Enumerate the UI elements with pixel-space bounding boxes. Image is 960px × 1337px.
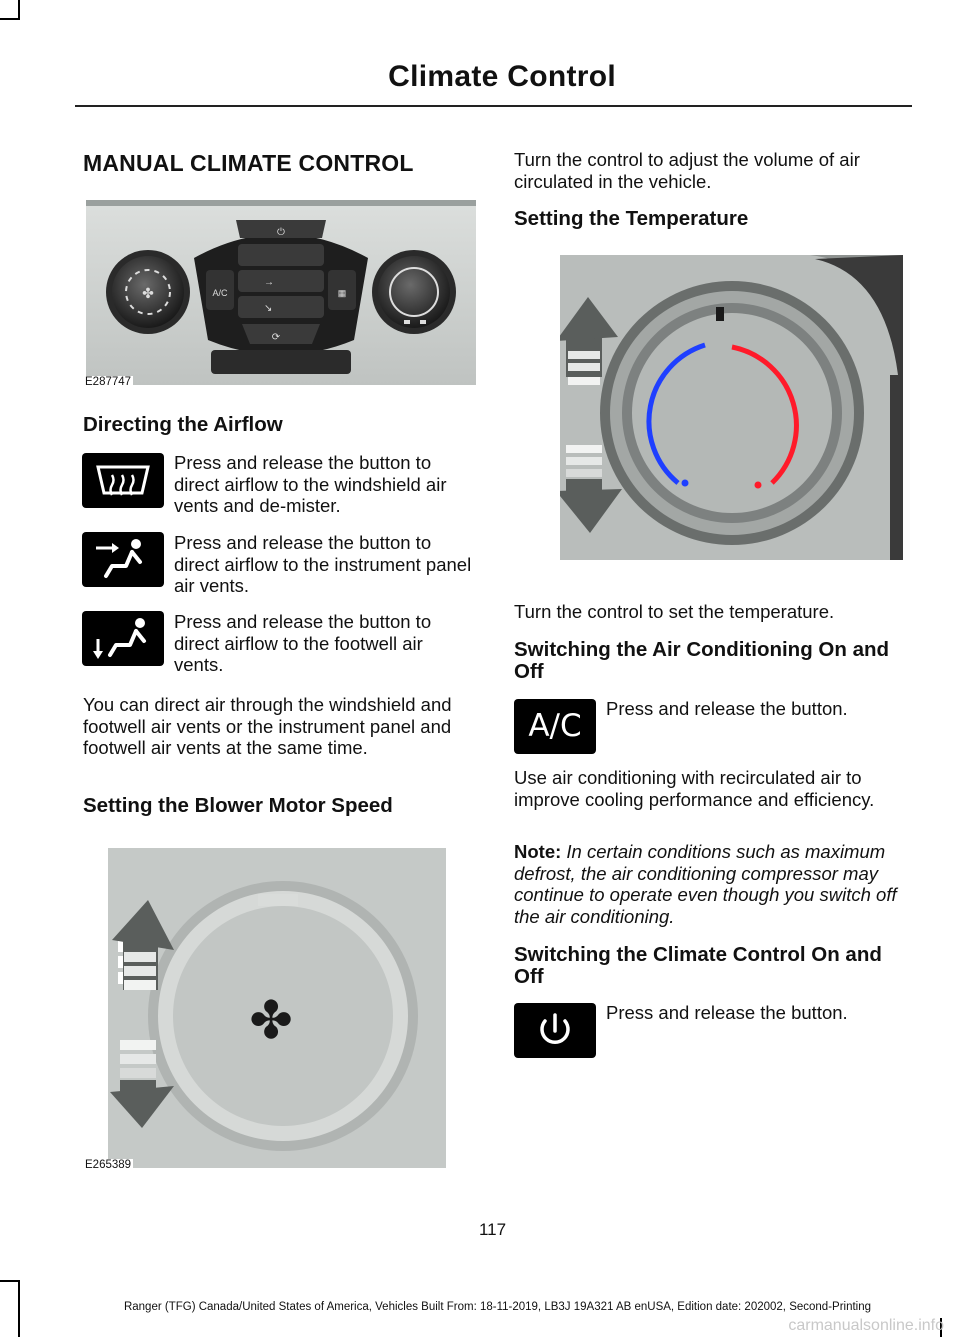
footwell-vent-icon <box>82 611 164 666</box>
temperature-heading: Setting the Temperature <box>514 207 749 230</box>
ac-text: Use air conditioning with recirculated air to improve cooling performance and efficiency. <box>514 767 875 810</box>
climate-heading: Switching the Climate Control On and Off <box>514 943 882 988</box>
panel-vent-icon <box>82 532 164 587</box>
svg-text:⏻: ⏻ <box>277 227 285 238</box>
windshield-defrost-icon <box>82 453 164 508</box>
crop-mark <box>0 1280 20 1282</box>
ac-press-text: Press and release the button. <box>606 698 848 719</box>
footer-text: Ranger (TFG) Canada/United States of America, Vehicles Built From: 18-11-2019, LB3J 19A321 AB enUSA, Edition date: 202002, Second-Printing <box>123 1301 872 1313</box>
airflow-item-footwell: Press and release the button to direct airflow to the footwell air vents. <box>174 611 432 675</box>
temperature-text: Turn the control to set the temperature. <box>514 601 835 622</box>
svg-text:↘: ↘ <box>264 303 273 314</box>
power-button-icon <box>514 1003 596 1058</box>
svg-text:A/C: A/C <box>212 288 228 298</box>
svg-text:→: → <box>264 277 274 288</box>
svg-text:⟳: ⟳ <box>271 332 281 343</box>
airflow-combined-text: You can direct air through the windshield and footwell air vents or the instrument panel and footwell air vents at the same time. <box>83 694 452 758</box>
section-title: MANUAL CLIMATE CONTROL <box>83 150 414 176</box>
ac-heading: Switching the Air Conditioning On and Off <box>514 638 890 683</box>
temperature-knob-illustration <box>560 255 903 560</box>
airflow-item-windshield: Press and release the button to direct airflow to the windshield air vents and de-mister. <box>174 452 447 516</box>
blower-knob-illustration <box>108 848 446 1168</box>
svg-text:▦: ▦ <box>337 288 347 298</box>
crop-mark <box>18 0 20 20</box>
note-label: Note: <box>514 841 562 862</box>
airflow-item-panel: Press and release the button to direct airflow to the instrument panel air vents. <box>174 532 472 596</box>
climate-panel-illustration <box>86 200 476 385</box>
svg-text:✤: ✤ <box>142 286 154 302</box>
note-text: In certain conditions such as maximum defrost, the air conditioning compressor may continue to operate even though you switch off the air conditioning. <box>514 841 897 927</box>
header-rule <box>75 105 912 107</box>
ac-button-icon <box>514 699 596 754</box>
figure-label: E287747 <box>85 376 132 388</box>
crop-mark <box>0 18 20 20</box>
watermark: carmanualsonline.info <box>788 1317 944 1334</box>
page-number: 117 <box>478 1220 507 1239</box>
ac-button-glyph: A/C <box>528 708 582 744</box>
ac-note <box>514 841 906 927</box>
airflow-heading: Directing the Airflow <box>83 413 283 436</box>
climate-press-text: Press and release the button. <box>606 1002 848 1023</box>
blower-heading: Setting the Blower Motor Speed <box>83 794 393 817</box>
blower-text: Turn the control to adjust the volume of air circulated in the vehicle. <box>514 149 860 192</box>
page-header-title: Climate Control <box>388 60 616 93</box>
figure-label: E265389 <box>85 1159 132 1171</box>
svg-text:✤: ✤ <box>249 991 293 1051</box>
